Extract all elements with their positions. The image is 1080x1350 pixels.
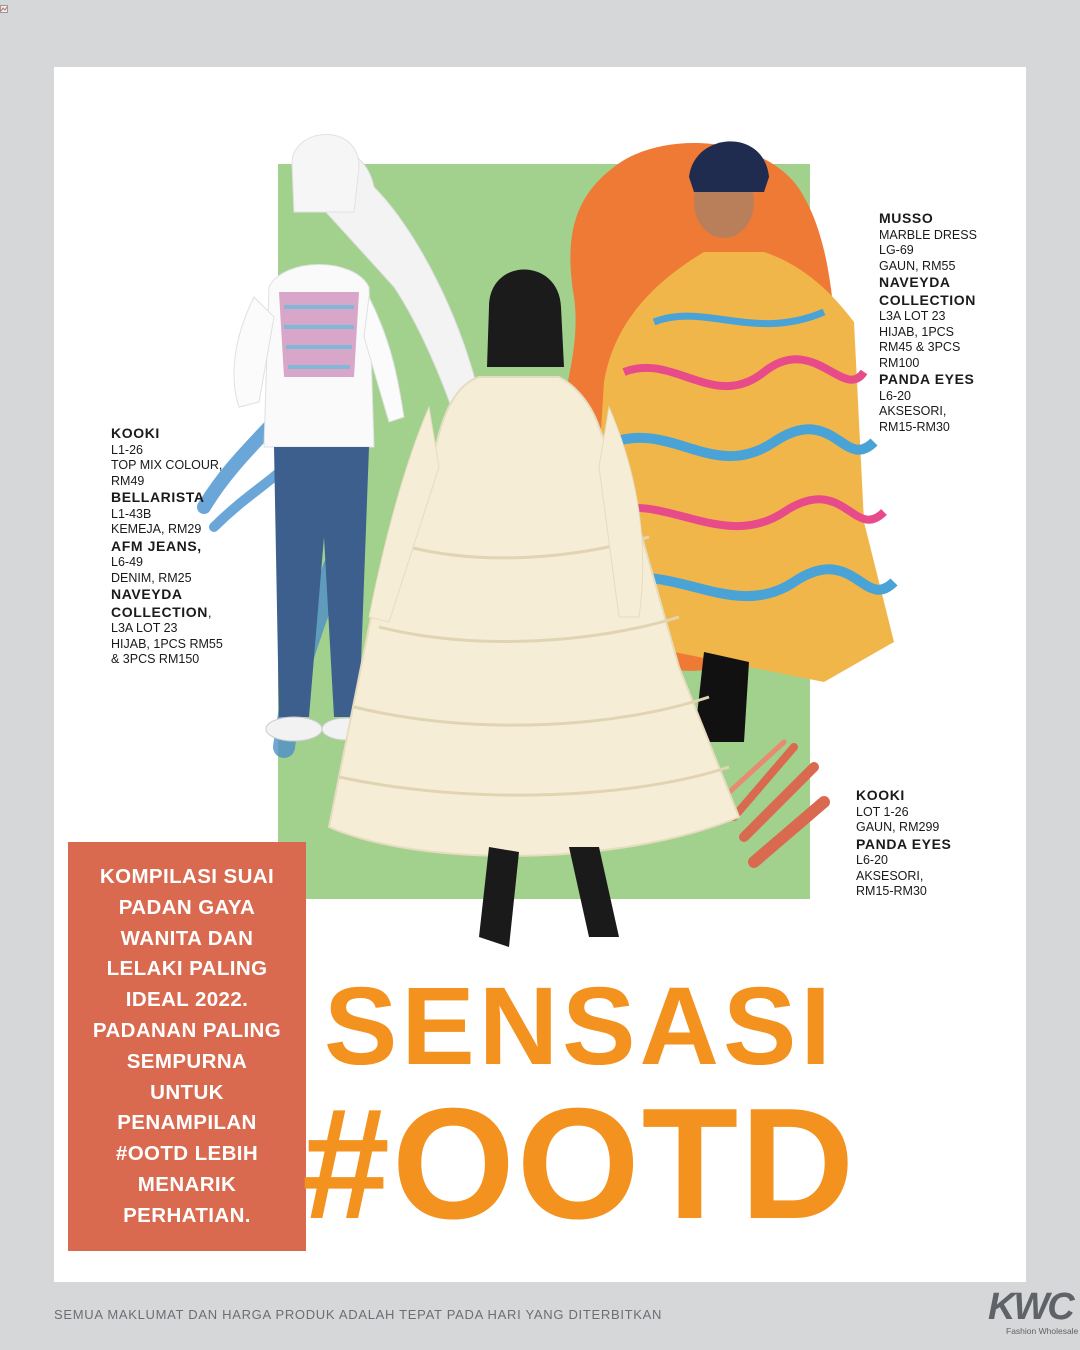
logo-wordmark: KWC [988,1286,1073,1328]
credit-detail: HIJAB, 1PCS [879,324,955,339]
credit-brand: KOOKI [111,425,160,441]
broken-image-icon [0,0,8,8]
info-box [68,842,306,1251]
credit-detail: KEMEJA, RM29 [111,522,202,536]
credit-detail: DENIM, RM25 [111,570,192,585]
headline-sensasi: SENSASI [324,965,835,1088]
info-line: UNTUK [150,1080,224,1104]
credit-detail: RM15-RM30 [856,884,927,898]
credit-detail: RM49 [111,473,145,488]
credit-detail: RM45 & 3PCS [879,340,961,354]
credits-left [111,425,223,668]
credit-detail: L6-20 [856,853,888,867]
credit-brand: COLLECTION [879,291,976,308]
credit-detail: L6-49 [111,555,143,569]
credit-detail: L1-43B [111,506,152,521]
credit-detail: AKSESORI, [856,868,924,883]
credit-detail: & 3PCS RM150 [111,652,200,666]
credit-brand: MUSSO [879,210,934,226]
credit-brand: PANDA EYES [856,835,952,852]
headline-ootd: #OOTD [302,1076,857,1252]
info-line: MENARIK [137,1172,237,1196]
credit-detail: L3A LOT 23 [111,621,178,635]
model-center-figure [319,247,759,967]
credit-brand: BELLARISTA [111,489,205,505]
credit-detail: L1-26 [111,442,143,457]
credit-detail: L3A LOT 23 [879,309,946,323]
info-line: #OOTD LEBIH [115,1142,259,1166]
credit-brand: PANDA EYES [879,371,975,387]
credit-detail: GAUN, RM299 [856,820,940,834]
info-line: PADANAN PALING [92,1018,282,1042]
credit-brand: NAVEYDA [879,274,951,290]
credit-brand: NAVEYDA [111,586,183,602]
credits-right-top [879,210,977,435]
credit-detail: MARBLE DRESS [879,227,977,242]
credit-detail: HIJAB, 1PCS RM55 [111,636,223,651]
kwc-logo [982,1286,1079,1342]
credit-brand: COLLECTION, [111,603,212,620]
info-line: WANITA DAN [120,926,254,950]
credit-brand: KOOKI [856,787,905,803]
info-line: PADAN GAYA [118,895,256,919]
info-line: IDEAL 2022. [125,988,249,1012]
credit-detail: AKSESORI, [879,404,947,418]
logo-tagline: Fashion Wholesale [1006,1326,1079,1336]
credit-detail: L6-20 [879,388,911,403]
info-line: KOMPILASI SUAI [99,865,275,888]
credit-detail: RM15-RM30 [879,419,950,434]
credit-detail: TOP MIX COLOUR, [111,458,223,472]
credit-detail: LG-69 [879,243,914,257]
credit-detail: LOT 1-26 [856,804,909,819]
credit-detail: RM100 [879,355,920,370]
info-line: PERHATIAN. [123,1203,251,1227]
credit-brand: AFM JEANS, [111,537,202,554]
credits-right-bottom [856,787,951,900]
info-line: SEMPURNA [126,1049,248,1073]
credit-detail: GAUN, RM55 [879,258,956,273]
info-line: PENAMPILAN [117,1111,257,1135]
footer-disclaimer: SEMUA MAKLUMAT DAN HARGA PRODUK ADALAH TEPAT PADA HARI YANG DITERBITKAN [54,1307,663,1322]
poster-card [54,67,1026,1282]
info-line: LELAKI PALING [106,957,268,981]
